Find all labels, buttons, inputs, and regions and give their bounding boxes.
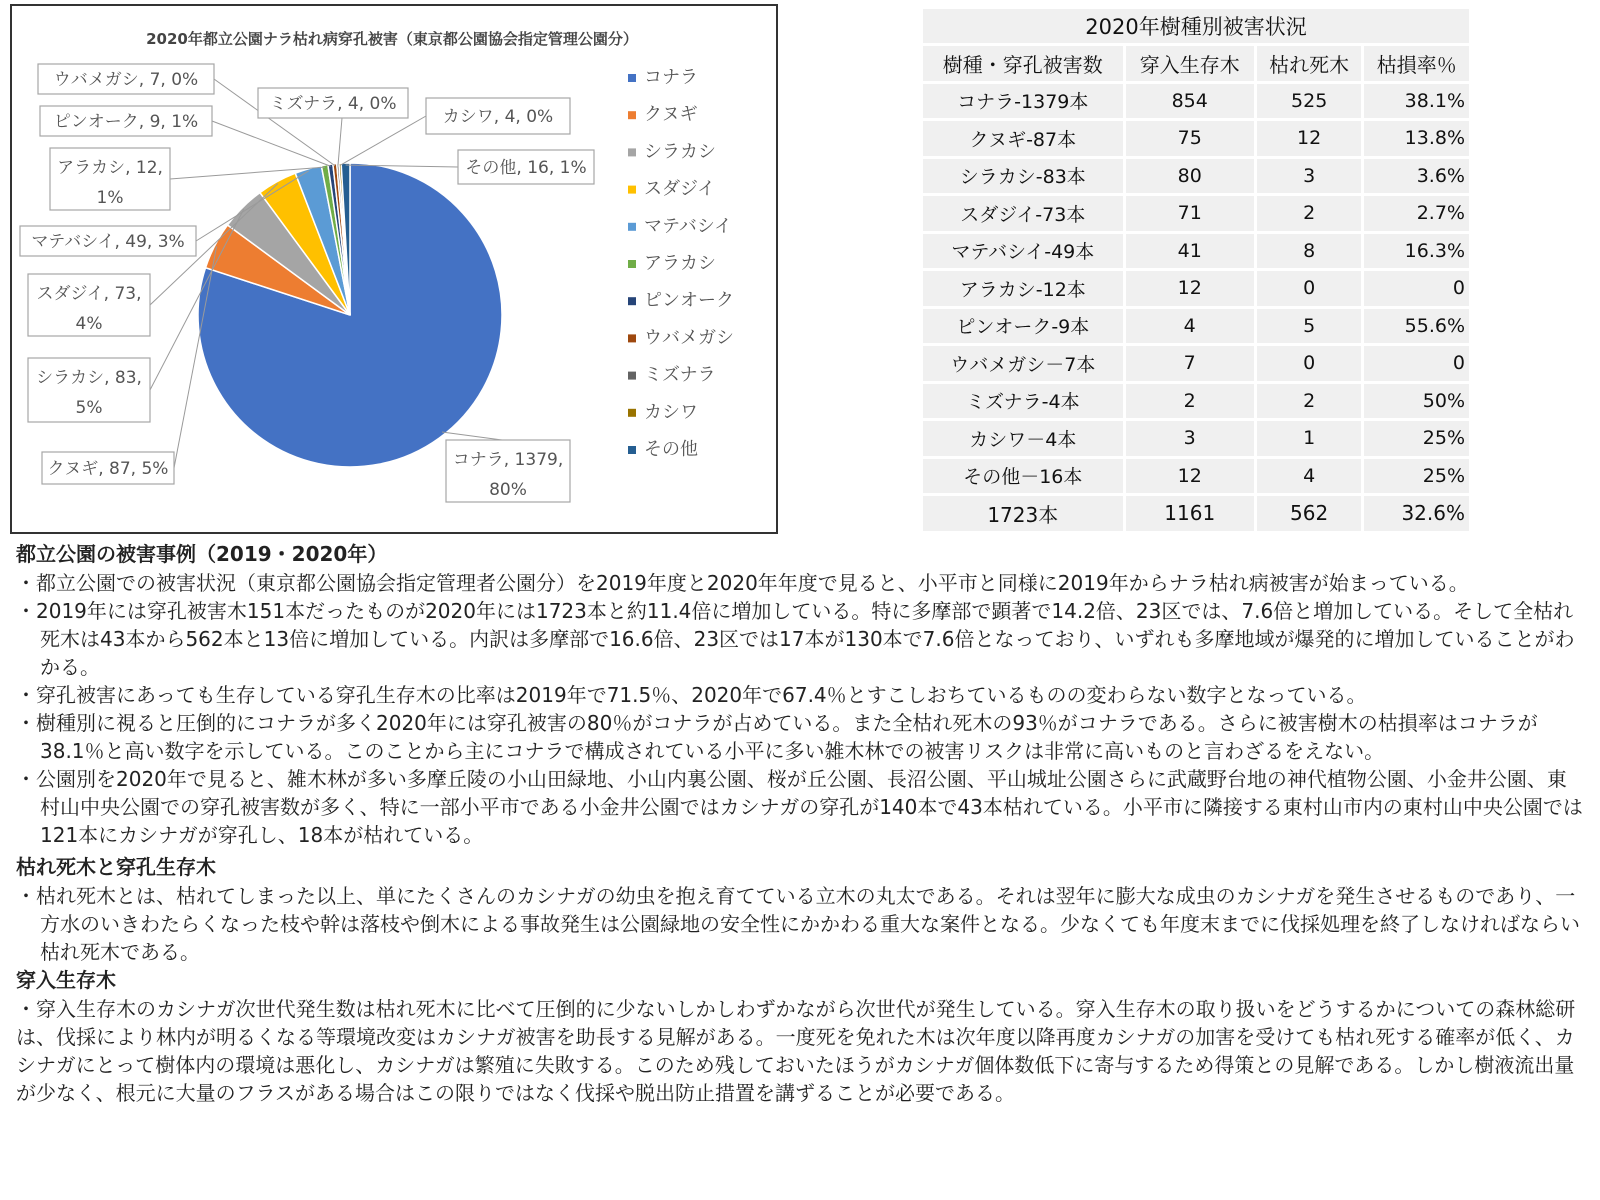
row-dead-cell: 3 <box>1257 159 1362 194</box>
pie-chart <box>12 6 776 532</box>
row-dead-cell: 2 <box>1257 196 1362 231</box>
table-row <box>923 84 1469 119</box>
legend-entry: シラカシ <box>644 141 716 163</box>
row-rate-cell: 50% <box>1364 384 1469 419</box>
legend-swatch <box>628 334 636 342</box>
row-surviving-cell: 41 <box>1126 234 1254 269</box>
legend-swatch <box>628 74 636 82</box>
row-rate-cell: 2.7% <box>1364 196 1469 231</box>
table-row <box>923 459 1469 494</box>
row-species-cell: ピンオーク-9本 <box>923 309 1123 344</box>
row-surviving-cell: 80 <box>1126 159 1254 194</box>
row-rate-cell: 25% <box>1364 421 1469 456</box>
table-row <box>923 234 1469 269</box>
leader-line <box>442 432 502 440</box>
row-surviving-cell: 7 <box>1126 346 1254 381</box>
row-rate-cell: 0 <box>1364 346 1469 381</box>
data-label: ウバメガシ, 7, 0% <box>53 70 199 90</box>
data-label: マテバシイ, 49, 3% <box>31 232 185 252</box>
row-rate-cell: 16.3% <box>1364 234 1469 269</box>
total-rate-cell: 32.6% <box>1364 496 1469 531</box>
data-label: スダジイ, 73, 4% <box>36 284 142 334</box>
legend-entry: マテバシイ <box>644 215 733 237</box>
total-dead-cell: 562 <box>1257 496 1362 531</box>
row-dead-cell: 0 <box>1257 346 1362 381</box>
row-rate-cell: 55.6% <box>1364 309 1469 344</box>
row-rate-cell: 3.6% <box>1364 159 1469 194</box>
row-surviving-cell: 12 <box>1126 459 1254 494</box>
row-dead-cell: 0 <box>1257 271 1362 306</box>
legend-entry: コナラ <box>644 67 698 88</box>
table-row <box>923 346 1469 381</box>
table-title: 2020年樹種別被害状況 <box>923 9 1469 43</box>
legend-entry: ピンオーク <box>644 290 734 312</box>
row-surviving-cell: 854 <box>1126 84 1254 119</box>
table-row <box>923 271 1469 306</box>
legend-swatch <box>628 446 636 454</box>
data-label: クヌギ, 87, 5% <box>47 459 169 479</box>
chart-title: 2020年都立公園ナラ枯れ病穿孔被害（東京都公園協会指定管理公園分） <box>146 30 638 48</box>
row-surviving-cell: 12 <box>1126 271 1254 306</box>
table-row <box>923 309 1469 344</box>
row-species-cell: スダジイ-73本 <box>923 196 1123 231</box>
row-species-cell: ミズナラ-4本 <box>923 384 1123 419</box>
bullet-paragraph: ・枯れ死木とは、枯れてしまった以上、単にたくさんのカシナガの幼虫を抱え育てている立木の丸太である。それは翌年に膨大な成虫のカシナガを発生させるものであり、一方水のいきわたらくなった枝や幹は落枝や倒木による事故発生は公園緑地の安全性にかかわる重大な案件となる。少なくても年度末までに伐採処理を終了しなければならい枯れ死木である。 <box>16 884 1580 964</box>
table-header-row <box>923 46 1469 81</box>
row-dead-cell: 1 <box>1257 421 1362 456</box>
row-species-cell: その他－16本 <box>923 459 1123 494</box>
total-species-cell: 1723本 <box>923 496 1123 531</box>
row-species-cell: シラカシ-83本 <box>923 159 1123 194</box>
row-rate-cell: 38.1% <box>1364 84 1469 119</box>
row-species-cell: カシワ－4本 <box>923 421 1123 456</box>
row-rate-cell: 13.8% <box>1364 121 1469 156</box>
table-total-row <box>923 496 1469 531</box>
chart-legend <box>628 67 734 460</box>
row-dead-cell: 525 <box>1257 84 1362 119</box>
table-row <box>923 421 1469 456</box>
row-surviving-cell: 75 <box>1126 121 1254 156</box>
row-rate-cell: 25% <box>1364 459 1469 494</box>
header-rate: 枯損率％ <box>1364 46 1469 81</box>
row-surviving-cell: 4 <box>1126 309 1254 344</box>
body-paragraph: ・穿入生存木のカシナガ次世代発生数は枯れ死木に比べて圧倒的に少ないしかしわずかながら次世代が発生している。穿入生存木の取り扱いをどうするかについての森林総研は、伐採により林内が明るくなる等環境改変はカシナガ被害を助長する見解がある。一度死を免れた木は次年度以降再度カシナガの加害を受けても枯れ死する確率が低く、カシナガにとって樹体内の環境は悪化し、カシナガは繁殖に失敗する。このため残しておいたほうがカシナガ個体数低下に寄与するため得策との見解である。しかし樹液流出量が少なく、根元に大量のフラスがある場合はこの限りではなく伐採や脱出防止措置を講ずることが必要である。 <box>16 997 1576 1105</box>
leader-line <box>338 118 342 165</box>
data-label: その他, 16, 1% <box>465 158 587 178</box>
legend-swatch <box>628 111 636 119</box>
row-species-cell: ウバメガシ－7本 <box>923 346 1123 381</box>
legend-entry: アラカシ <box>644 253 716 274</box>
bullet-paragraph: ・2019年には穿孔被害木151本だったものが2020年には1723本と約11.4倍に増加している。特に多摩部で顕著で14.2倍、23区では、7.6倍と増加している。そして全枯れ死木は43本から562本と13倍に増加している。内訳は多摩部で16.6倍、23区では17本が130本で7.6倍となっており、いずれも多摩地域が爆発的に増加していることがわかる。 <box>16 599 1575 679</box>
section-heading-case: 都立公園の被害事例（2019・2020年） <box>16 542 388 566</box>
text-body <box>16 540 1586 1107</box>
data-label: シラカシ, 83, 5% <box>36 368 142 418</box>
legend-swatch <box>628 223 636 231</box>
total-surviving-cell: 1161 <box>1126 496 1254 531</box>
data-label: アラカシ, 12, 1% <box>57 158 163 208</box>
data-label: ミズナラ, 4, 0% <box>269 94 397 114</box>
leader-line <box>340 116 426 165</box>
legend-swatch <box>628 297 636 305</box>
legend-swatch <box>628 148 636 156</box>
section-heading-surviving-trees: 穿入生存木 <box>16 968 116 992</box>
bullet-paragraph: ・穿孔被害にあっても生存している穿孔生存木の比率は2019年で71.5％、2020年で67.4％とすこしおちているものの変わらない数字となっている。 <box>16 683 1367 707</box>
bullet-paragraph: ・公園別を2020年で見ると、雑木林が多い多摩丘陵の小山田緑地、小山内裏公園、桜が丘公園、長沼公園、平山城址公園さらに武蔵野台地の神代植物公園、小金井公園、東村山中央公園での穿孔被害数が多く、特に一部小平市である小金井公園ではカシナガの穿孔が140本で43本枯れている。小平市に隣接する東村山市内の東村山中央公園では121本にカシナガが穿孔し、18本が枯れている。 <box>16 767 1583 847</box>
row-surviving-cell: 3 <box>1126 421 1254 456</box>
table-row <box>923 121 1469 156</box>
pie-chart-panel <box>10 4 778 534</box>
row-dead-cell: 8 <box>1257 234 1362 269</box>
row-species-cell: コナラ-1379本 <box>923 84 1123 119</box>
table-row <box>923 196 1469 231</box>
table-row <box>923 159 1469 194</box>
leader-line <box>212 121 331 166</box>
header-dead: 枯れ死木 <box>1257 46 1362 81</box>
legend-entry: スダジイ <box>644 178 716 200</box>
table-row <box>923 384 1469 419</box>
legend-swatch <box>628 186 636 194</box>
row-surviving-cell: 71 <box>1126 196 1254 231</box>
row-species-cell: クヌギ-87本 <box>923 121 1123 156</box>
legend-entry: ミズナラ <box>644 364 716 386</box>
row-species-cell: アラカシ-12本 <box>923 271 1123 306</box>
table-title-row <box>923 9 1469 43</box>
row-dead-cell: 4 <box>1257 459 1362 494</box>
legend-swatch <box>628 409 636 417</box>
legend-entry: カシワ <box>644 401 698 423</box>
bullet-paragraph: ・都立公園での被害状況（東京都公園協会指定管理者公園分）を2019年度と2020年年度で見ると、小平市と同様に2019年からナラ枯れ病被害が始まっている。 <box>16 571 1469 595</box>
data-label: コナラ, 1379, 80% <box>452 450 564 500</box>
data-label: カシワ, 4, 0% <box>442 107 554 127</box>
bullet-paragraph: ・樹種別に視ると圧倒的にコナラが多く2020年には穿孔被害の80％がコナラが占めている。また全枯れ死木の93％がコナラである。さらに被害樹木の枯損率はコナラが38.1％と高い数字を示している。このことから主にコナラで構成されている小平に多い雑木林での被害リスクは非常に高いものと言わざるをえない。 <box>16 711 1538 763</box>
legend-swatch <box>628 372 636 380</box>
row-species-cell: マテバシイ-49本 <box>923 234 1123 269</box>
legend-swatch <box>628 260 636 268</box>
header-species: 樹種・穿孔被害数 <box>923 46 1123 81</box>
legend-entry: その他 <box>644 439 698 460</box>
row-surviving-cell: 2 <box>1126 384 1254 419</box>
row-dead-cell: 5 <box>1257 309 1362 344</box>
row-dead-cell: 12 <box>1257 121 1362 156</box>
row-dead-cell: 2 <box>1257 384 1362 419</box>
row-rate-cell: 0 <box>1364 271 1469 306</box>
pie-slices <box>198 163 502 467</box>
data-label: ピンオーク, 9, 1% <box>53 112 199 132</box>
legend-entry: クヌギ <box>644 104 698 126</box>
legend-entry: ウバメガシ <box>644 327 734 349</box>
damage-table <box>920 6 1472 534</box>
section-heading-dead-trees: 枯れ死木と穿孔生存木 <box>16 855 216 879</box>
header-surviving: 穿入生存木 <box>1126 46 1254 81</box>
